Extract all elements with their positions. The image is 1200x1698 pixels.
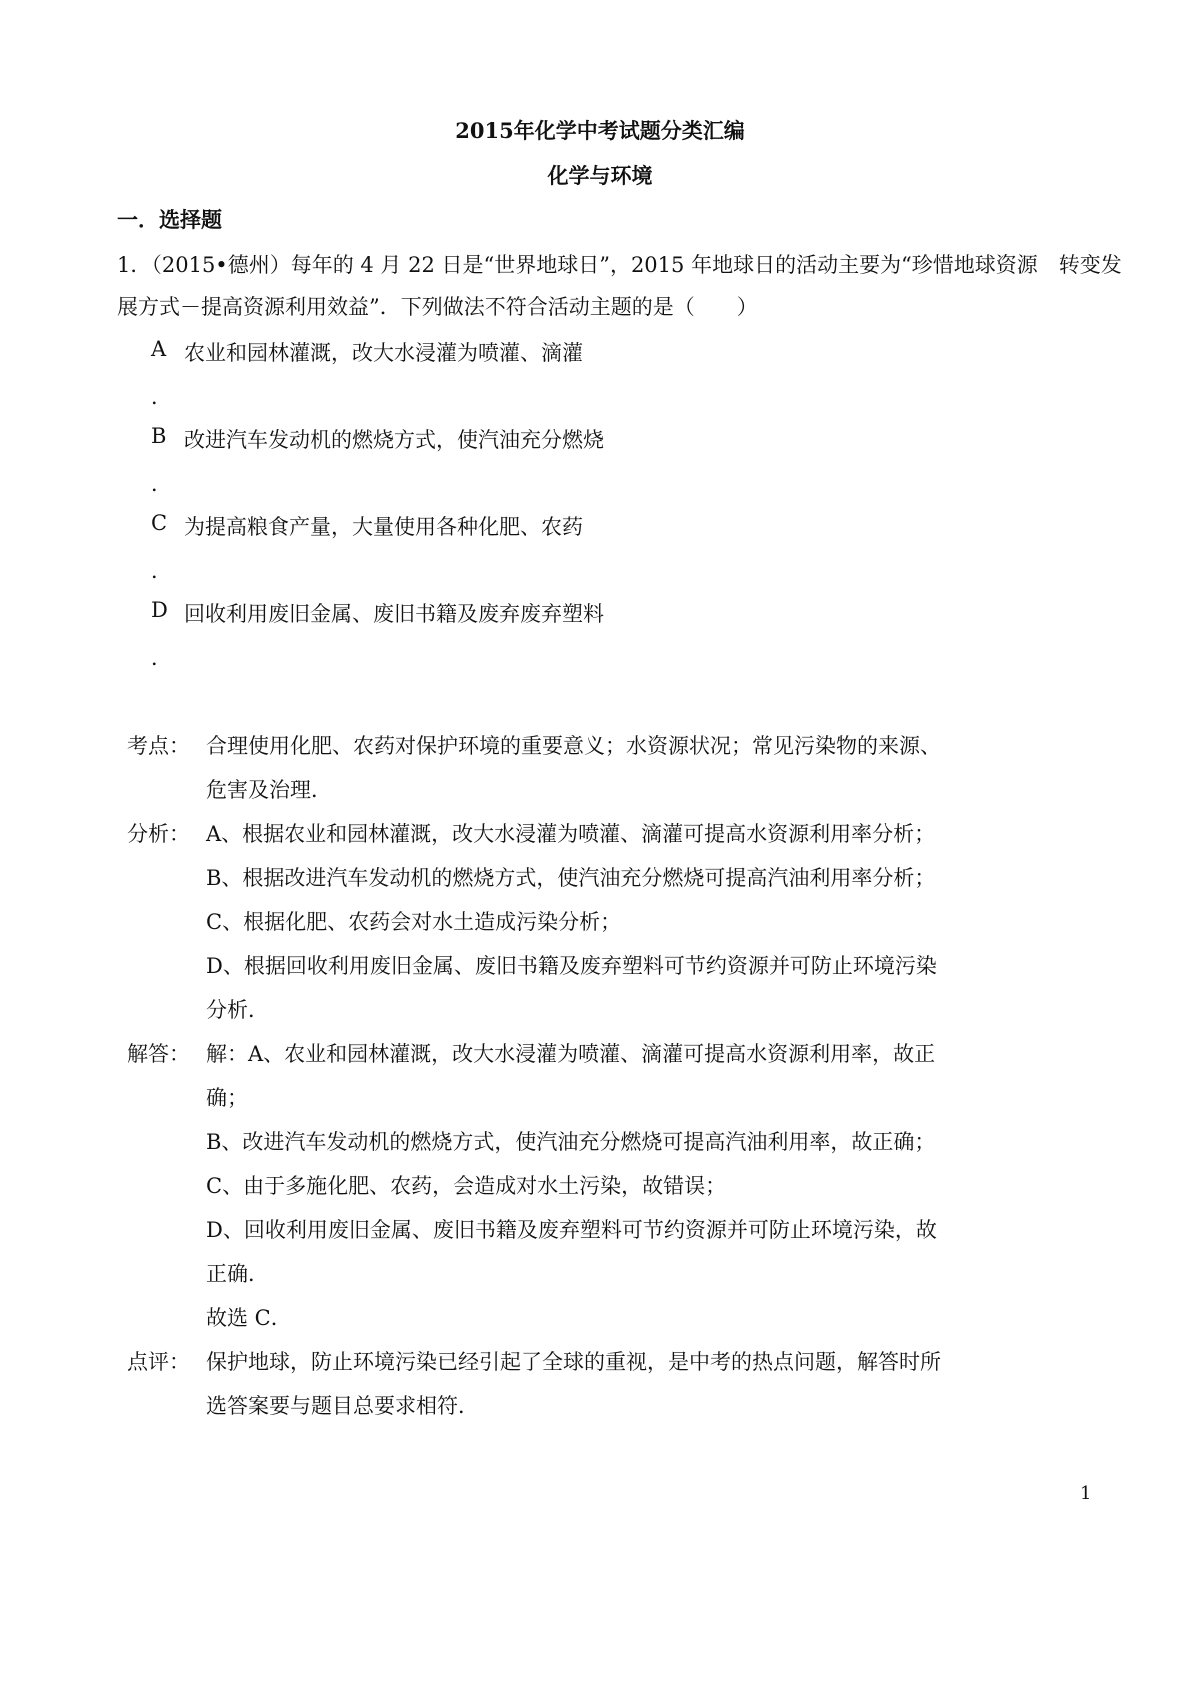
dianping-line: 选答案要与题目总要求相符． [206,1394,479,1418]
option-c-letter: C [151,511,168,535]
jieda-line: B、改进汽车发动机的燃烧方式，使汽油充分燃烧可提高汽油利用率，故正确； [206,1130,936,1154]
jieda-line: C、由于多施化肥、农药，会造成对水土污染，故错误； [206,1174,727,1198]
kaodian-line: 危害及治理． [206,778,332,802]
jieda-line: 故选 C． [206,1306,292,1330]
question-line-2: 展方式－提高资源利用效益”．下列做法不符合活动主题的是（ ） [117,295,758,319]
dianping-label: 点评： [127,1350,190,1374]
option-b-text: 改进汽车发动机的燃烧方式，使汽油充分燃烧 [184,428,604,452]
option-a-dot: ． [151,385,172,409]
document-title: 2015年化学中考试题分类汇编 [455,118,745,143]
kaodian-label: 考点： [127,734,190,758]
fenxi-line: A、根据农业和园林灌溉，改大水浸灌为喷灌、滴灌可提高水资源利用率分析； [206,822,936,846]
option-a-text: 农业和园林灌溉，改大水浸灌为喷灌、滴灌 [184,341,583,365]
jieda-line: 解：A、农业和园林灌溉，改大水浸灌为喷灌、滴灌可提高水资源利用率，故正 [206,1042,936,1066]
section-heading: 一．选择题 [117,207,222,232]
fenxi-line: D、根据回收利用废旧金属、废旧书籍及废弃塑料可节约资源并可防止环境污染 [206,954,937,978]
fenxi-line: C、根据化肥、农药会对水土造成污染分析； [206,910,622,934]
jieda-line: 正确． [206,1262,269,1286]
jieda-line: D、回收利用废旧金属、废旧书籍及废弃塑料可节约资源并可防止环境污染，故 [206,1218,937,1242]
dianping-line: 保护地球，防止环境污染已经引起了全球的重视，是中考的热点问题，解答时所 [206,1350,941,1374]
option-c-dot: ． [151,559,172,583]
option-a-letter: A [151,337,167,361]
fenxi-line: 分析． [206,998,269,1022]
option-d-text: 回收利用废旧金属、废旧书籍及废弃废弃塑料 [184,602,604,626]
jieda-label: 解答： [127,1042,190,1066]
option-b-letter: B [151,424,167,448]
document-subtitle: 化学与环境 [547,163,653,188]
page-number: 1 [1080,1483,1092,1504]
jieda-line: 确； [206,1086,248,1110]
kaodian-line: 合理使用化肥、农药对保护环境的重要意义；水资源状况；常见污染物的来源、 [206,734,941,758]
fenxi-label: 分析： [127,822,190,846]
option-c-text: 为提高粮食产量，大量使用各种化肥、农药 [184,515,583,539]
fenxi-line: B、根据改进汽车发动机的燃烧方式，使汽油充分燃烧可提高汽油利用率分析； [206,866,936,890]
option-d-dot: ． [151,646,172,670]
option-d-letter: D [151,598,168,622]
question-line-1: 1．（2015•德州）每年的 4 月 22 日是“世界地球日”，2015 年地球日的活动主要为“珍惜地球资源 转变发 [117,253,1122,277]
option-b-dot: ． [151,472,172,496]
